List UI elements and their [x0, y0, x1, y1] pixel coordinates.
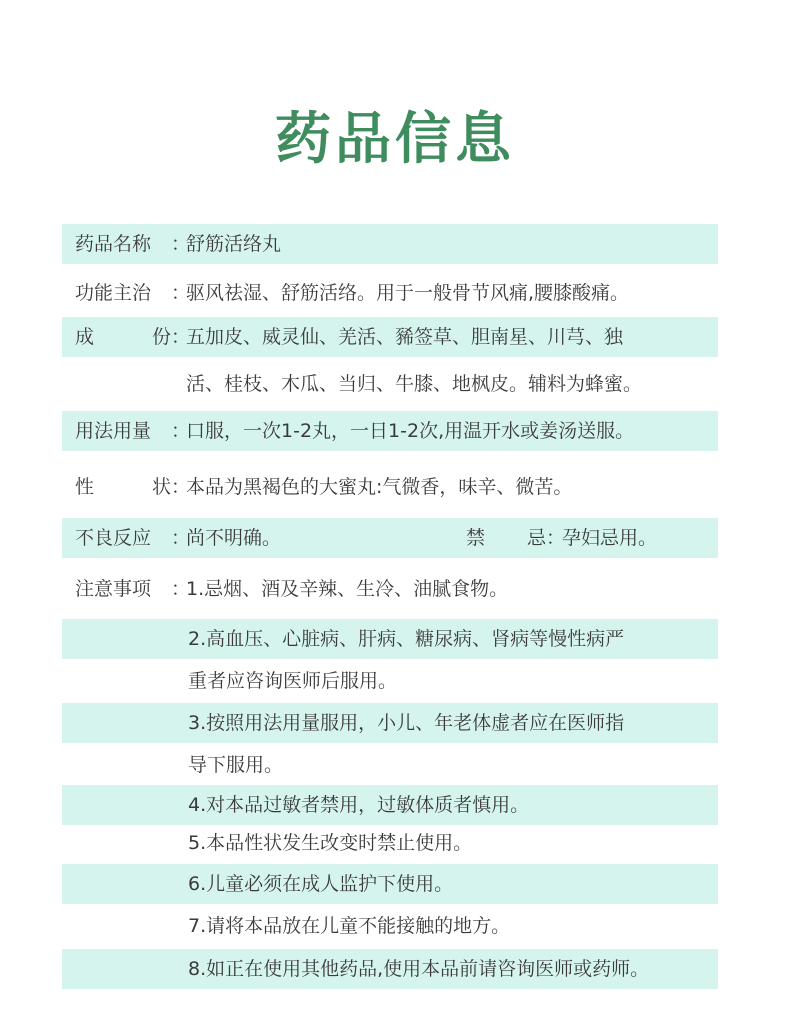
colon: ：: [171, 527, 191, 549]
row-notes: [62, 569, 718, 609]
indication-label: 功能主治: [75, 282, 152, 304]
row-note-7: [62, 906, 718, 946]
drug-name-label: 药品名称: [75, 233, 152, 255]
colon: ：: [171, 578, 191, 600]
ingredients-line1: 五加皮、威灵仙、羌活、豨签草、胆南星、川芎、独: [186, 326, 624, 348]
row-adverse: [62, 518, 718, 558]
colon: ：: [171, 420, 191, 442]
row-note-4: [62, 785, 718, 825]
label-char: 份: [151, 326, 171, 348]
row-ingredients-cont: [62, 364, 718, 404]
note-item-5: 5.本品性状发生改变时禁止使用。: [188, 832, 473, 854]
row-note-3: [62, 703, 718, 743]
label-char: 性: [75, 476, 95, 498]
colon: ：: [171, 326, 191, 348]
label-char: 状: [151, 476, 171, 498]
ingredients-line2: 活、桂枝、木瓜、当归、牛膝、地枫皮。辅料为蜂蜜。: [186, 373, 643, 395]
label-char: 禁: [466, 527, 486, 549]
contraindication-value: 孕妇忌用。: [562, 527, 658, 549]
dosage-label: 用法用量: [75, 420, 152, 442]
colon: ：: [546, 527, 566, 549]
note-item-6: 6.儿童必须在成人监护下使用。: [188, 873, 454, 895]
properties-label: [75, 467, 171, 507]
label-char: 忌: [526, 527, 546, 549]
row-note-2-cont: [62, 661, 718, 701]
row-note-2: [62, 619, 718, 659]
drug-name-value: 舒筋活络丸: [186, 233, 282, 255]
label-char: 成: [75, 326, 95, 348]
note-item-3-line2: 导下服用。: [188, 754, 284, 776]
properties-value: 本品为黑褐色的大蜜丸:气微香，味辛、微苦。: [186, 476, 573, 498]
row-note-6: [62, 864, 718, 904]
adverse-value: 尚不明确。: [186, 527, 282, 549]
adverse-label: 不良反应: [75, 527, 152, 549]
notes-label: 注意事项: [75, 578, 152, 600]
contraindication-label: [466, 518, 546, 558]
note-item-2-line2: 重者应咨询医师后服用。: [188, 670, 398, 692]
colon: ：: [171, 476, 191, 498]
note-item-8: 8.如正在使用其他药品,使用本品前请咨询医师或药师。: [188, 958, 650, 980]
row-note-5: [62, 823, 718, 863]
note-item-7: 7.请将本品放在儿童不能接触的地方。: [188, 915, 511, 937]
colon: ：: [171, 282, 191, 304]
note-item-1: 1.忌烟、酒及辛辣、生冷、油腻食物。: [186, 578, 509, 600]
indication-value: 驱风祛湿、舒筋活络。用于一般骨节风痛,腰膝酸痛。: [186, 282, 630, 304]
colon: ：: [171, 233, 191, 255]
row-note-8: [62, 949, 718, 989]
dosage-value: 口服，一次1-2丸，一日1-2次,用温开水或姜汤送服。: [186, 420, 635, 442]
row-dosage: [62, 411, 718, 451]
row-ingredients: [62, 317, 718, 357]
ingredients-label: [75, 317, 171, 357]
note-item-2-line1: 2.高血压、心脏病、肝病、糖尿病、肾病等慢性病严: [188, 628, 625, 650]
note-item-3-line1: 3.按照用法用量服用，小儿、年老体虚者应在医师指: [188, 712, 625, 734]
row-note-3-cont: [62, 745, 718, 785]
row-properties: [62, 467, 718, 507]
row-drug-name: [62, 224, 718, 264]
page-title: 药品信息: [275, 107, 515, 172]
note-item-4: 4.对本品过敏者禁用，过敏体质者慎用。: [188, 794, 530, 816]
row-indication: [62, 273, 718, 313]
